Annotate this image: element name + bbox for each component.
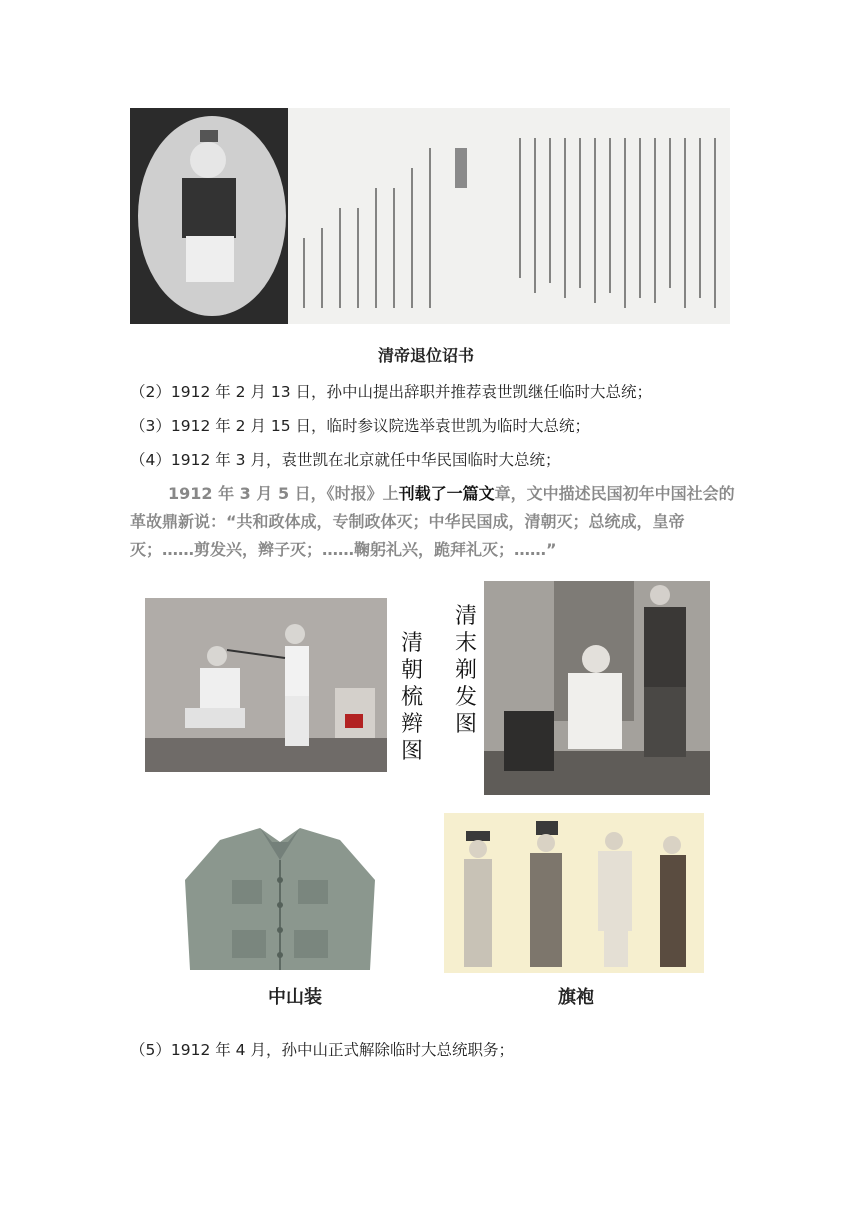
haircut-photo-graphic	[484, 581, 710, 795]
zhongshan-suit-graphic	[180, 820, 380, 970]
quote-lead: 1912 年 3 月 5 日，《时报》上	[168, 484, 399, 503]
zhongshan-suit-label: 中山装	[268, 987, 322, 1008]
edict-caption: 清帝退位诏书	[378, 346, 475, 365]
qipao-label: 旗袍	[558, 987, 594, 1008]
haircut-photo-label: 清末剃发图	[455, 604, 478, 737]
queue-photo	[145, 598, 387, 772]
qipao-photo-graphic	[444, 813, 704, 973]
queue-photo-graphic	[145, 598, 387, 772]
qipao-photo	[444, 813, 704, 973]
edict-photo-graphic	[130, 108, 730, 324]
times-quote	[130, 480, 735, 564]
zhongshan-suit-photo	[180, 820, 380, 970]
event-5: （5）1912 年 4 月，孙中山正式解除临时大总统职务；	[130, 1041, 514, 1059]
quote-highlight: 刊载了一篇文	[398, 484, 495, 503]
event-2: （2）1912 年 2 月 13 日，孙中山提出辞职并推荐袁世凯继任临时大总统；	[130, 383, 653, 401]
event-3: （3）1912 年 2 月 15 日，临时参议院选举袁世凯为临时大总统；	[130, 417, 591, 435]
queue-photo-label: 清朝梳辫图	[401, 631, 424, 764]
event-4: （4）1912 年 3 月，袁世凯在北京就任中华民国临时大总统；	[130, 451, 561, 469]
haircut-photo	[484, 581, 710, 795]
quote-rest: 章，文中描述民国初年中国社会的革故鼎新说：“共和政体成，专制政体灭；中华民国成，清朝灭；总统成，皇帝灭；……剪发兴，辫子灭；……鞠躬礼兴，跪拜礼灭；……”	[130, 484, 735, 559]
edict-photo	[130, 108, 730, 324]
